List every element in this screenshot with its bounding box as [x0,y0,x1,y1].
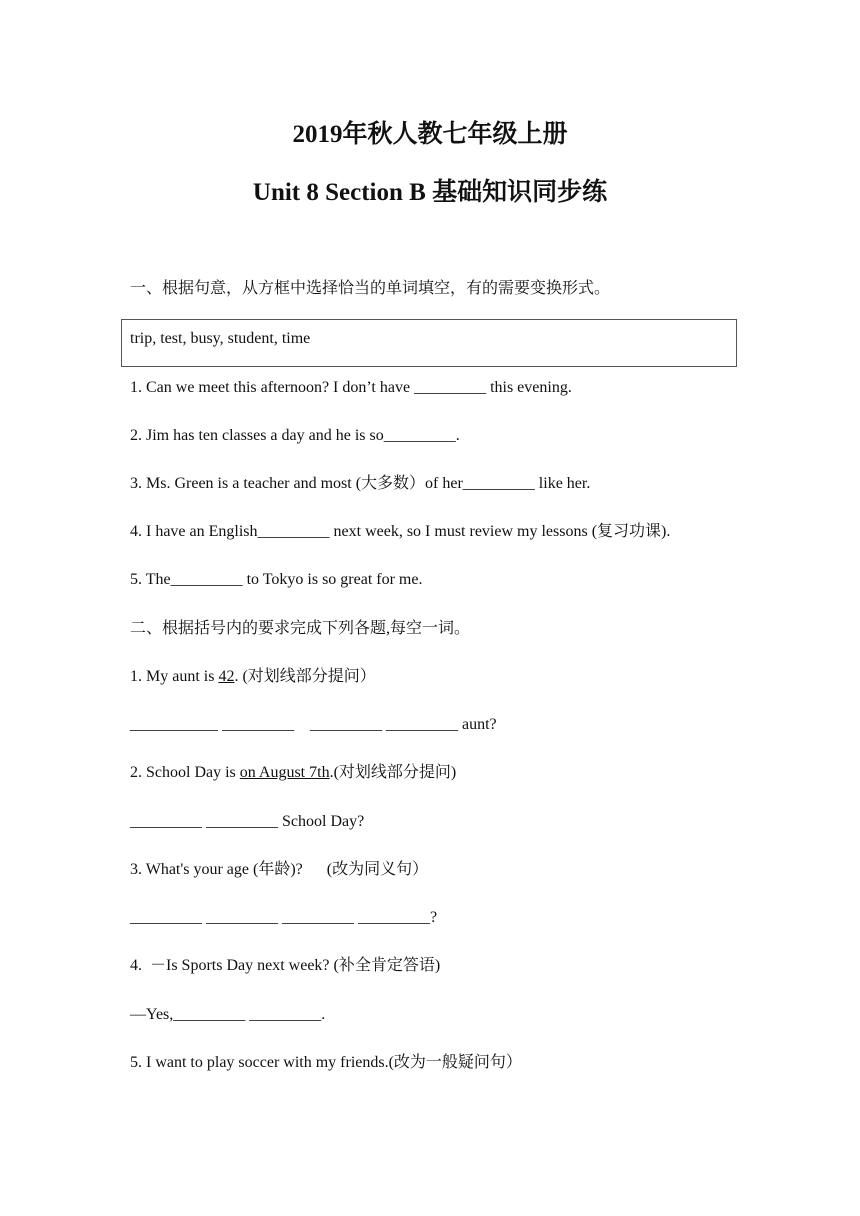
question-text: 1. My aunt is [130,668,219,685]
question-instruction: .(对划线部分提问) [329,764,457,781]
section2-answer-1: ___________ _________ _________ _________ aunt? [130,716,497,733]
underlined-part: 42 [218,668,235,685]
section1-item-3: 3. Ms. Green is a teacher and most (大多数）of her_________ like her. [130,475,591,492]
section2-question-5: 5. I want to play soccer with my friends.(改为一般疑问句） [130,1054,522,1071]
worksheet-title: 2019年秋人教七年级上册 [292,121,568,148]
section2-instruction: 二、根据括号内的要求完成下列各题,每空一词。 [130,620,471,637]
section2-question-1 [130,667,376,687]
word-box [121,319,737,367]
question-text: 2. School Day is [130,764,240,781]
section1-item-2: 2. Jim has ten classes a day and he is so_________. [130,427,460,444]
section2-question-4: 4. －Is Sports Day next week? (补全肯定答语) [130,957,441,974]
section1-item-4: 4. I have an English_________ next week, so I must review my lessons (复习功课). [130,523,671,540]
section2-answer-4: —Yes,_________ _________. [130,1006,326,1023]
question-instruction: . (对划线部分提问） [234,668,376,685]
section2-answer-2: _________ _________ School Day? [130,813,365,830]
section1-instruction: 一、根据句意，从方框中选择恰当的单词填空，有的需要变换形式。 [130,280,611,297]
section2-question-2 [130,763,456,783]
underlined-part: on August 7th [239,764,330,781]
worksheet-subtitle: Unit 8 Section B 基础知识同步练 [252,179,608,206]
word-box-text: trip, test, busy, student, time [130,330,311,347]
section1-item-5: 5. The_________ to Tokyo is so great for me. [130,571,423,588]
section1-item-1: 1. Can we meet this afternoon? I don’t have _________ this evening. [130,379,572,396]
section2-answer-3: _________ _________ _________ _________? [130,909,438,926]
section2-question-3: 3. What's your age (年龄)? (改为同义句） [130,861,429,878]
